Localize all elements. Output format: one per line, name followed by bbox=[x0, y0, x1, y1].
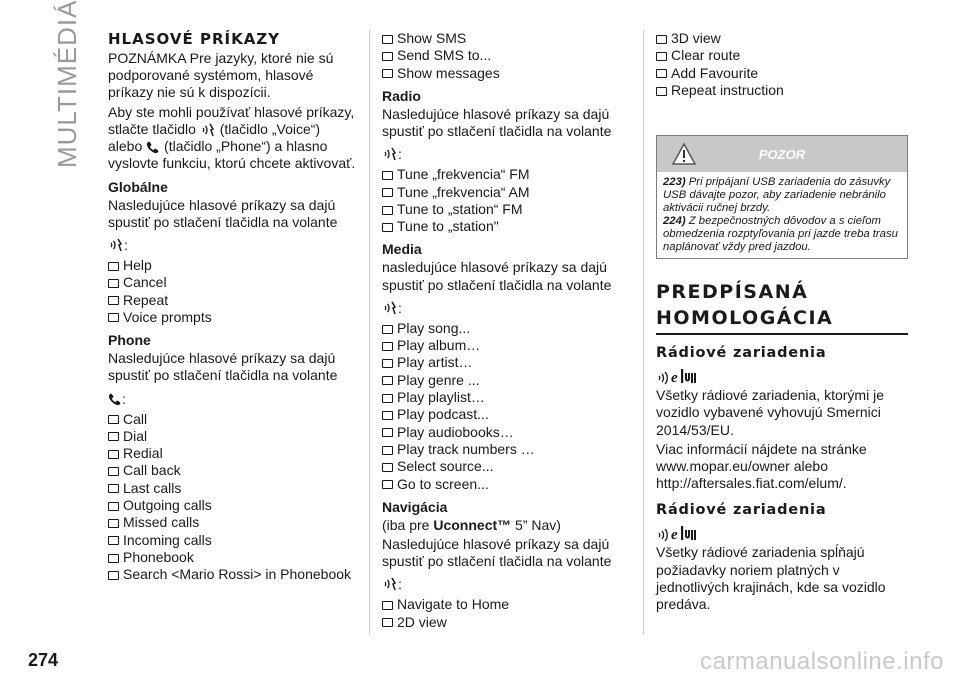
list-item bbox=[382, 441, 632, 458]
global-command-list bbox=[108, 257, 358, 326]
command-label: Cancel bbox=[123, 274, 167, 291]
command-label: Phonebook bbox=[123, 548, 194, 565]
checkbox-square-icon bbox=[382, 376, 393, 385]
instruction-text-c: (tlačidlo „Phone“) a hlasno vyslovte funkciu, ktorú chcete aktivovať. bbox=[108, 138, 356, 172]
instruction-paragraph bbox=[108, 104, 358, 173]
list-item bbox=[108, 532, 358, 549]
list-item bbox=[108, 292, 358, 309]
checkbox-square-icon bbox=[382, 206, 393, 215]
section-title-homologation bbox=[656, 279, 908, 335]
svg-text:e: e bbox=[671, 527, 678, 544]
voice-icon bbox=[382, 575, 398, 593]
checkbox-square-icon bbox=[382, 601, 393, 610]
checkbox-square-icon bbox=[108, 432, 119, 441]
checkbox-square-icon bbox=[382, 325, 393, 334]
command-label: Help bbox=[123, 256, 152, 273]
list-item bbox=[656, 65, 908, 82]
command-label: Select source... bbox=[397, 458, 494, 475]
warning-text: Z bezpečnostných dôvodov a s cieľom obmedzenia rozptyľovania pri jazde treba trasu naplánovať vždy pred jazdou. bbox=[663, 215, 898, 254]
subheading-phone: Phone bbox=[108, 332, 151, 349]
list-item bbox=[382, 389, 632, 406]
list-item bbox=[382, 65, 632, 82]
column-3 bbox=[656, 30, 908, 615]
subheading-navigation: Navigácia bbox=[382, 498, 448, 515]
command-label: Call bbox=[123, 410, 148, 427]
phone-icon-line bbox=[108, 387, 358, 411]
note-paragraph: POZNÁMKA Pre jazyky, ktoré nie sú podporované systémom, hlasové príkazy nie sú k dispozícii. bbox=[108, 50, 334, 101]
navigation-command-list-cont bbox=[656, 30, 908, 99]
voice-icon bbox=[200, 122, 216, 138]
command-label: Show SMS bbox=[397, 30, 467, 46]
list-item bbox=[382, 354, 632, 371]
media-command-list bbox=[382, 320, 632, 493]
list-item bbox=[656, 82, 908, 99]
voice-icon-line bbox=[382, 296, 632, 320]
section-title-line-2: HOMOLOGÁCIA bbox=[656, 307, 834, 330]
list-item bbox=[108, 497, 358, 514]
warning-body bbox=[657, 172, 907, 258]
checkbox-square-icon bbox=[382, 446, 393, 455]
checkbox-square-icon bbox=[108, 415, 119, 424]
list-item bbox=[656, 30, 908, 47]
elum-logo-icon bbox=[656, 366, 702, 386]
heading-voice-commands: HLASOVÉ PRÍKAZY bbox=[108, 30, 281, 48]
command-label: Outgoing calls bbox=[123, 497, 212, 513]
checkbox-square-icon bbox=[108, 450, 119, 459]
voice-icon bbox=[108, 236, 124, 254]
list-item bbox=[382, 372, 632, 389]
radio-command-list bbox=[382, 166, 632, 235]
checkbox-square-icon bbox=[108, 279, 119, 288]
warning-title: POZOR bbox=[758, 146, 806, 162]
checkbox-square-icon bbox=[656, 35, 667, 44]
checkbox-square-icon bbox=[108, 484, 119, 493]
checkbox-square-icon bbox=[382, 618, 393, 627]
colon: : bbox=[398, 146, 402, 163]
nav-note-a: (iba pre bbox=[382, 516, 430, 533]
checkbox-square-icon bbox=[382, 394, 393, 403]
nav-note-brand: Uconnect™ bbox=[433, 516, 512, 533]
list-item bbox=[108, 309, 358, 326]
command-label: Navigate to Home bbox=[397, 596, 510, 613]
instruction-text-a: Aby ste mohli používať hlasové príkazy, stlačte tlačidlo bbox=[108, 103, 355, 137]
list-item bbox=[382, 337, 632, 354]
checkbox-square-icon bbox=[382, 359, 393, 368]
command-label: Incoming calls bbox=[123, 531, 212, 548]
command-label: Play song... bbox=[397, 319, 471, 336]
checkbox-square-icon bbox=[108, 262, 119, 271]
command-label: Play artist… bbox=[397, 354, 473, 371]
command-label: Search <Mario Rossi> in Phonebook bbox=[123, 566, 352, 583]
list-item bbox=[382, 320, 632, 337]
list-item bbox=[382, 458, 632, 475]
radio-equipment-paragraph: Všetky rádiové zariadenia spĺňajú požiadavky noriem platných v jednotlivých krajinách, kde sa vozidlo predáva. bbox=[656, 544, 886, 613]
subheading-radio-equipment-2: Rádiové zariadenia bbox=[656, 502, 827, 519]
subheading-radio: Radio bbox=[382, 87, 421, 104]
warning-text: Pri pripájaní USB zariadenia do zásuvky USB dávajte pozor, aby zariadenie nebránilo aktivácii ručnej brzdy. bbox=[663, 176, 891, 215]
navigation-intro: Nasledujúce hlasové príkazy sa dajú spustiť po stlačení tlačidla na volante bbox=[382, 536, 612, 570]
command-label: Tune to „station" bbox=[397, 218, 499, 235]
warning-item bbox=[663, 215, 901, 254]
list-item bbox=[656, 47, 908, 64]
phone-intro: Nasledujúce hlasové príkazy sa dajú spustiť po stlačení tlačidla na volante bbox=[108, 350, 338, 384]
navigation-note bbox=[382, 517, 632, 534]
warning-box bbox=[656, 135, 908, 259]
checkbox-square-icon bbox=[656, 69, 667, 78]
colon: : bbox=[122, 390, 126, 407]
column-divider bbox=[643, 30, 644, 635]
list-item bbox=[108, 428, 358, 445]
command-label: Play podcast... bbox=[397, 406, 489, 423]
elum-logo-row bbox=[656, 522, 908, 544]
checkbox-square-icon bbox=[382, 342, 393, 351]
voice-icon-line bbox=[108, 233, 358, 257]
voice-icon bbox=[382, 145, 398, 163]
media-intro: nasledujúce hlasové príkazy sa dajú spustiť po stlačení tlačidla na volante bbox=[382, 259, 612, 293]
warning-triangle-icon bbox=[671, 142, 697, 166]
command-label: 3D view bbox=[671, 30, 721, 46]
column-divider bbox=[369, 30, 370, 635]
checkbox-square-icon bbox=[108, 554, 119, 563]
list-item bbox=[108, 257, 358, 274]
list-item bbox=[382, 476, 632, 493]
list-item bbox=[382, 166, 632, 183]
checkbox-square-icon bbox=[382, 411, 393, 420]
command-label: Show messages bbox=[397, 64, 500, 81]
nav-note-c: 5” Nav) bbox=[515, 516, 561, 533]
warning-header bbox=[657, 136, 907, 172]
command-label: Tune „frekvencia“ FM bbox=[397, 166, 530, 183]
command-label: Tune „frekvencia“ AM bbox=[397, 183, 530, 200]
list-item bbox=[382, 614, 632, 631]
warning-number: 223) bbox=[663, 176, 686, 189]
voice-icon-line bbox=[382, 572, 632, 596]
checkbox-square-icon bbox=[108, 313, 119, 322]
command-label: Play playlist… bbox=[397, 389, 485, 406]
command-label: Dial bbox=[123, 427, 148, 444]
checkbox-square-icon bbox=[108, 536, 119, 545]
checkbox-square-icon bbox=[382, 428, 393, 437]
radio-intro: Nasledujúce hlasové príkazy sa dajú spustiť po stlačení tlačidla na volante bbox=[382, 105, 612, 140]
command-label: Voice prompts bbox=[123, 308, 212, 325]
checkbox-square-icon bbox=[108, 571, 119, 580]
elum-logo-row bbox=[656, 365, 908, 387]
command-label: Play album… bbox=[397, 337, 481, 354]
list-item bbox=[108, 549, 358, 566]
checkbox-square-icon bbox=[382, 171, 393, 180]
global-intro: Nasledujúce hlasové príkazy sa dajú spustiť po stlačení tlačidla na volante bbox=[108, 196, 338, 230]
svg-text:e: e bbox=[671, 370, 678, 387]
checkbox-square-icon bbox=[108, 502, 119, 511]
colon: : bbox=[124, 236, 128, 253]
command-label: Add Favourite bbox=[671, 64, 759, 81]
checkbox-square-icon bbox=[656, 52, 667, 61]
warning-number: 224) bbox=[663, 215, 686, 228]
list-item bbox=[382, 406, 632, 423]
navigation-command-list bbox=[382, 596, 632, 631]
command-label: Call back bbox=[123, 462, 181, 479]
page-number: 274 bbox=[28, 650, 59, 670]
list-item bbox=[108, 566, 358, 583]
command-label: Play audiobooks… bbox=[397, 423, 514, 440]
phone-icon bbox=[108, 392, 122, 406]
command-label: Redial bbox=[123, 445, 163, 462]
list-item bbox=[108, 514, 358, 531]
section-title-line-1: PREDPÍSANÁ bbox=[656, 281, 809, 304]
checkbox-square-icon bbox=[108, 296, 119, 305]
column-2 bbox=[382, 30, 632, 631]
checkbox-square-icon bbox=[656, 87, 667, 96]
phone-command-list bbox=[108, 411, 358, 584]
command-label: Play genre ... bbox=[397, 371, 480, 388]
checkbox-square-icon bbox=[382, 35, 393, 44]
list-item bbox=[382, 424, 632, 441]
radio-equipment-paragraph: Viac informácií nájdete na stránke www.mopar.eu/owner alebo http://aftersales.fiat.com/elum/. bbox=[656, 440, 867, 492]
command-label: Play track numbers … bbox=[397, 440, 535, 457]
checkbox-square-icon bbox=[108, 519, 119, 528]
colon: : bbox=[398, 299, 402, 316]
checkbox-square-icon bbox=[382, 223, 393, 232]
phone-icon bbox=[146, 140, 160, 154]
list-item bbox=[108, 274, 358, 291]
list-item bbox=[382, 596, 632, 613]
watermark: carmanualsonline.info bbox=[700, 648, 944, 675]
list-item bbox=[382, 218, 632, 235]
command-label: Send SMS to... bbox=[397, 47, 492, 64]
checkbox-square-icon bbox=[382, 69, 393, 78]
list-item bbox=[108, 462, 358, 479]
list-item bbox=[108, 411, 358, 428]
command-label: Clear route bbox=[671, 47, 741, 64]
voice-icon-line bbox=[382, 142, 632, 166]
voice-icon bbox=[382, 299, 398, 317]
checkbox-square-icon bbox=[108, 467, 119, 476]
command-label: Last calls bbox=[123, 479, 182, 496]
checkbox-square-icon bbox=[382, 188, 393, 197]
colon: : bbox=[398, 576, 402, 593]
list-item bbox=[108, 445, 358, 462]
checkbox-square-icon bbox=[382, 463, 393, 472]
radio-equipment-paragraph: Všetky rádiové zariadenia, ktorými je vozidlo vybavené vyhovujú Smernici 2014/53/EU. bbox=[656, 387, 884, 438]
side-chapter-title: MULTIMÉDIÁ bbox=[52, 0, 82, 168]
subheading-radio-equipment-1: Rádiové zariadenia bbox=[656, 345, 827, 362]
column-1 bbox=[108, 30, 358, 583]
checkbox-square-icon bbox=[382, 52, 393, 61]
elum-logo-icon bbox=[656, 523, 702, 543]
command-label: 2D view bbox=[397, 613, 447, 630]
list-item bbox=[382, 201, 632, 218]
list-item bbox=[108, 480, 358, 497]
command-label: Go to screen... bbox=[397, 475, 489, 492]
list-item bbox=[382, 184, 632, 201]
sms-command-list bbox=[382, 30, 632, 82]
command-label: Tune to „station“ FM bbox=[397, 200, 523, 217]
list-item bbox=[382, 47, 632, 64]
subheading-media: Media bbox=[382, 241, 422, 258]
command-label: Missed calls bbox=[123, 514, 200, 531]
list-item bbox=[382, 30, 632, 47]
warning-item bbox=[663, 176, 901, 215]
instruction-text-b: (tlačidlo „Voice“) alebo bbox=[108, 120, 321, 155]
command-label: Repeat instruction bbox=[671, 81, 784, 98]
command-label: Repeat bbox=[123, 291, 169, 308]
subheading-global: Globálne bbox=[108, 178, 168, 195]
checkbox-square-icon bbox=[382, 480, 393, 489]
